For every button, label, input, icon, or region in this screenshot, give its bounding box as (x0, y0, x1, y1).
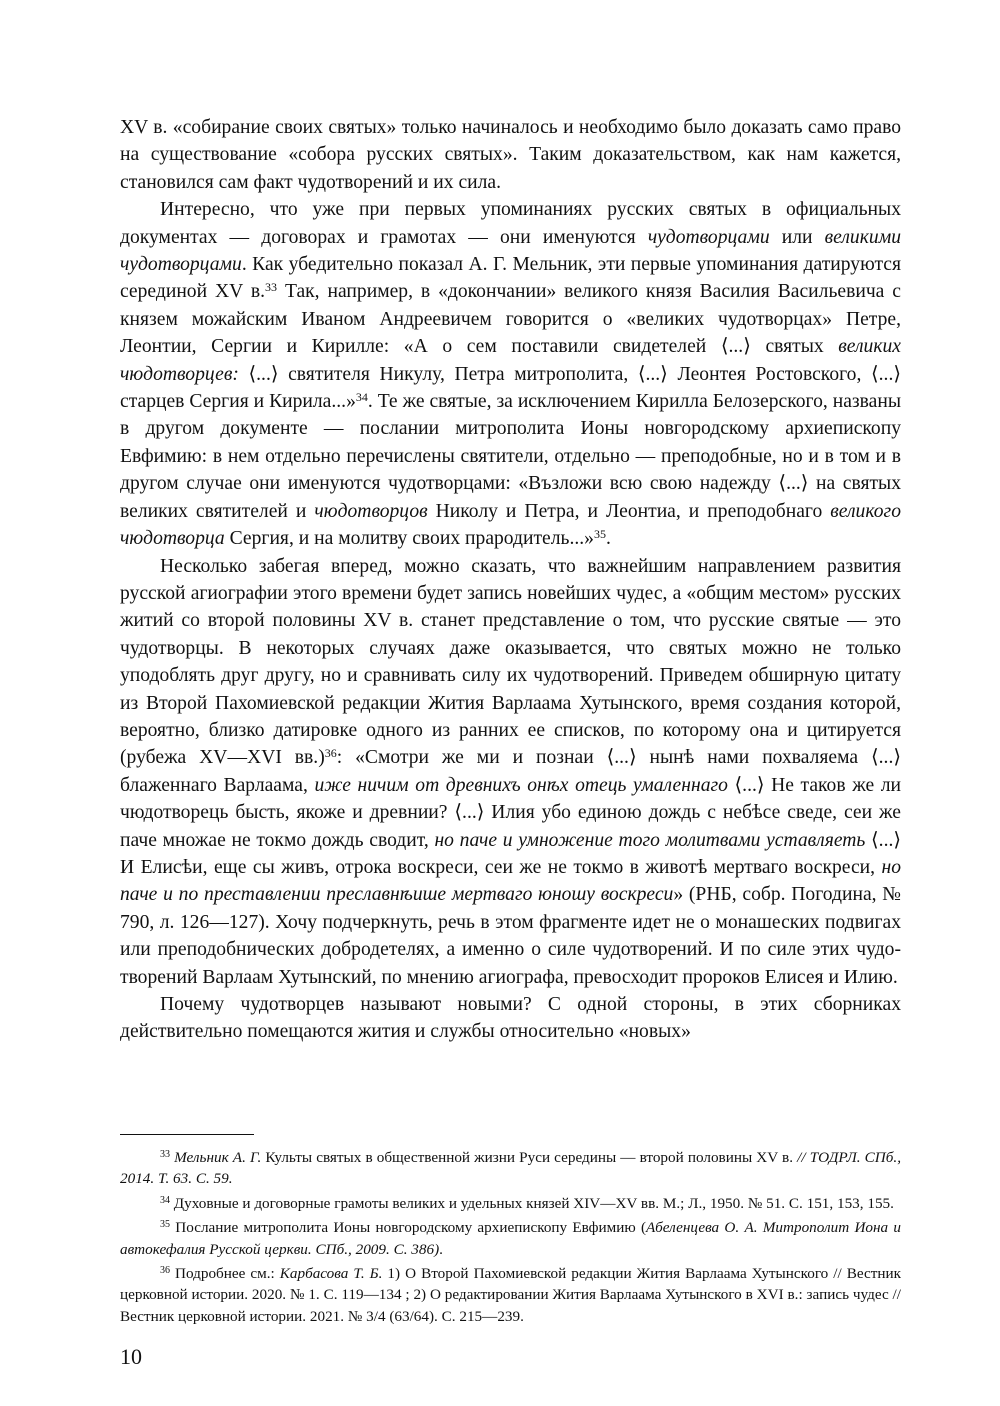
footnote-34: $^{34}$ Духовные и договорные грамоты великих и удельных князей XIV—XV вв. М.; Л., 1950. № 51. С. 151, 153, 155. (160, 1194, 894, 1212)
footnote-ref-36[interactable]: 36 (324, 746, 337, 761)
footnote-ref-34[interactable]: 34 (355, 390, 368, 405)
footnote-ref-35[interactable]: 35 (593, 527, 606, 542)
paragraph-1: XV в. «собирание своих святых» только начиналось и необходимо было доказать само право на существование «собора русских святых». Таким доказательством, как нам кажется, становился сам факт чудотворений и их сила. (120, 117, 901, 193)
footnote-36: $^{36}$ Подробнее см.: Карбасова Т. Б. 1) О Второй Пахомиевской редакции Жития Варлаама Хутынского // Вестник церковной истории. 2020. № 1. С. 119—134 ; 2) О редактировании Жития Варлаама Хутынского в XVI в.: запись чудес // Вестник церковной истории. 2021. № 3/4 (63/64). С. 215—239. (120, 1265, 902, 1325)
page-number: 10 (120, 1344, 142, 1369)
footnote-35: $^{35}$ Послание митрополита Ионы новгородскому архиепископу Евфимию (Абеленцева О. А. Митрополит Иона и автокефалия Русской церкви. СПб., 2009. С. 386). (120, 1219, 901, 1258)
main-text (120, 114, 901, 1046)
paragraph-4: Почему чудотворцев называют новыми? С одной стороны, в этих сборниках действительно помещаются жития и службы относительно «новых» (120, 994, 901, 1043)
footnote-divider (120, 1134, 254, 1135)
footnotes (120, 1147, 901, 1330)
footnote-33: $^{33}$ Мельник А. Г. Культы святых в общественной жизни Руси середины — второй половины XV в. // ТОДРЛ. СПб., 2014. Т. 63. С. 59. (120, 1149, 902, 1188)
paragraph-3: Несколько забегая вперед, можно сказать, что важнейшим направлением развития русской агиографии этого времени будет запись новейших чудес, а «общим местом» русских житий со второй половины XV в. станет представление о том, что русские святые — это чудотворцы. В некоторых случаях даже оказывается, что святых можно не только уподоблять друг другу, но и сравнивать силу их чудотворений. Приведем обширную цитату из Второй Пахомиевской редакции Жития Варлаама Хутынского, время создания которой, вероятно, близко датировке одного из ранних ее списков, по которому она и цитируется (рубежа XV—XVI вв.)$^{36}$: «Смотри же ми и познаи ⟨...⟩ нынѣ нами похваляема ⟨...⟩ блаженнаго Варлаама, иже ничим от древнихъ онѣх отець умаленнаго ⟨...⟩ Не таков же ли чюдотворець бысть, якоже и древнии? ⟨...⟩ Илия убо единою дождь с небѣсе сведе, сеи же паче множае не токмо дождь сводит, но паче и умножение того молитвами уставляеть ⟨...⟩ И Елисѣи, еще сы живъ, отрока воскреси, сеи же не токмо в животѣ мертваго воскреси, но паче и по преставлении преславнѣише мертваго юношу воскреси» (РНБ, собр. Погодина, № 790, л. 126—127). Хочу подчеркнуть, речь в этом фрагменте идет не о монашеских подвигах или преподобнических добродетелях, а именно о силе чудотворений. И по силе этих чудотворений Варлаам Хутынский, по мнению агиографа, превосходит пророков Елисея и Илию. (120, 555, 902, 988)
footnote-ref-33[interactable]: 33 (265, 280, 278, 295)
paragraph-2: Интересно, что уже при первых упоминаниях русских святых в официальных документах — договорах и грамотах — они именуются чудотворцами или великими чудотворцами. Как убедительно показал А. Г. Мельник, эти первые упоминания датируются серединой XV в.$^{33}$ Так, например, в «докончании» великого князя Василия Васильевича с князем можайским Иваном Андреевичем говорится о «великих чудотворцах» Петре, Леонтии, Сергии и Кирилле: «А о сем поставили свидетелей ⟨...⟩ святых великих чюдотворцев: ⟨...⟩ святителя Никулу, Петра митрополита, ⟨...⟩ Леонтея Ростовского, ⟨...⟩ старцев Сергия и Кирила...»$^{34}$. Те же святые, за исключением Кирилла Белозерского, названы в другом документе — послании митрополита Ионы новгородскому архиепископу Евфимию: в нем отдельно перечислены святители, отдельно — преподобные, но и в том и в другом случае они именуются чудотворцами: «Възложи всю свою надежду ⟨...⟩ на святых великих святителей и чюдотворцов Николу и Петра, и Леонтиа, и преподобнаго великого чюдотворца Сергия, и на молитву своих прародитель...»$^{35}$. (120, 199, 901, 550)
